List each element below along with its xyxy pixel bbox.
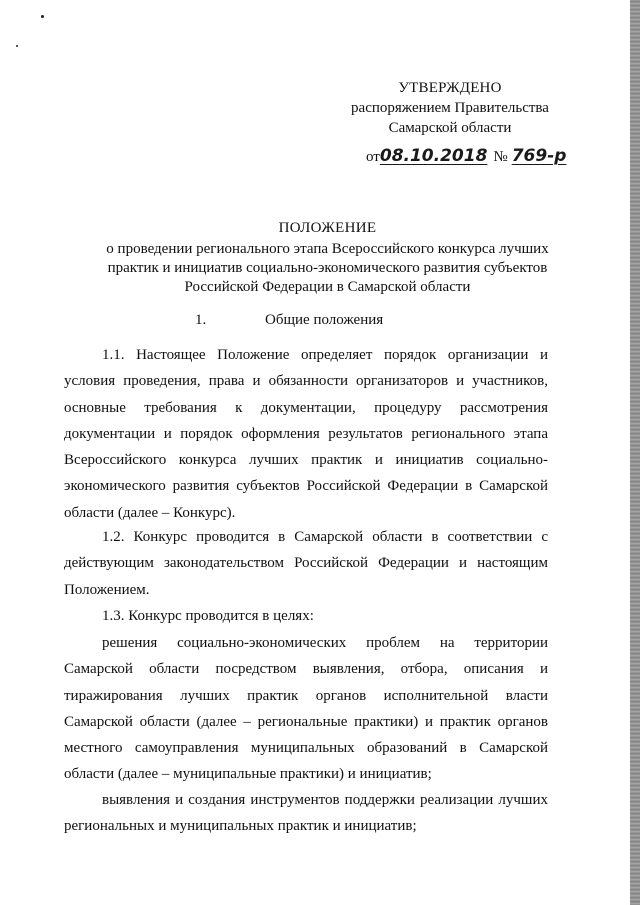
paragraph: выявления и создания инструментов поддержки реализации лучших региональных и муниципальных практик и инициатив; bbox=[64, 792, 548, 835]
paragraph: 1.3. Конкурс проводится в целях: bbox=[102, 608, 314, 624]
section-heading bbox=[195, 310, 383, 330]
document-subtitle: практик и инициатив социально-экономического развития субъектов bbox=[107, 260, 548, 276]
section-number: 1. bbox=[195, 312, 207, 328]
document-title: ПОЛОЖЕНИЕ bbox=[278, 220, 377, 236]
paragraph: 1.1. Настоящее Положение определяет порядок организации и условия проведения, права и обязанности организаторов и участников, основные требования к документации, процедуру рассмотрения документации и порядок оформления результатов регионального этапа Всероссийского конкурса лучших практик и инициатив социально-экономического развития субъектов Российской Федерации в Самарской области (далее – Конкурс). bbox=[64, 347, 548, 521]
document-subtitle: Российской Федерации в Самарской области bbox=[184, 279, 471, 295]
handwritten-number: 769-р bbox=[511, 146, 567, 166]
order-dateline bbox=[366, 146, 566, 167]
document-subtitle: о проведении регионального этапа Всероссийского конкурса лучших bbox=[106, 241, 549, 257]
section-title: Общие положения bbox=[265, 312, 384, 328]
scan-speck bbox=[41, 15, 44, 18]
scan-edge bbox=[630, 0, 640, 905]
number-label: № bbox=[493, 149, 508, 165]
approval-line: распоряжением Правительства bbox=[351, 100, 549, 116]
date-prefix: от bbox=[366, 149, 380, 165]
approval-title: УТВЕРЖДЕНО bbox=[398, 80, 502, 96]
approval-line: Самарской области bbox=[388, 120, 512, 136]
paragraph: решения социально-экономических проблем на территории Самарской области посредством выявления, отбора, описания и тиражирования лучших практик органов исполнительной власти Самарской области (далее – региональные практики) и практик органов местного самоуправления муниципальных образований в Самарской области (далее – муниципальные практики) и инициатив; bbox=[64, 635, 548, 783]
scan-speck bbox=[16, 45, 18, 47]
handwritten-date: 08.10.2018 bbox=[379, 146, 488, 166]
paragraph: 1.2. Конкурс проводится в Самарской области в соответствии с действующим законодательством Российской Федерации и настоящим Положением. bbox=[64, 529, 548, 598]
